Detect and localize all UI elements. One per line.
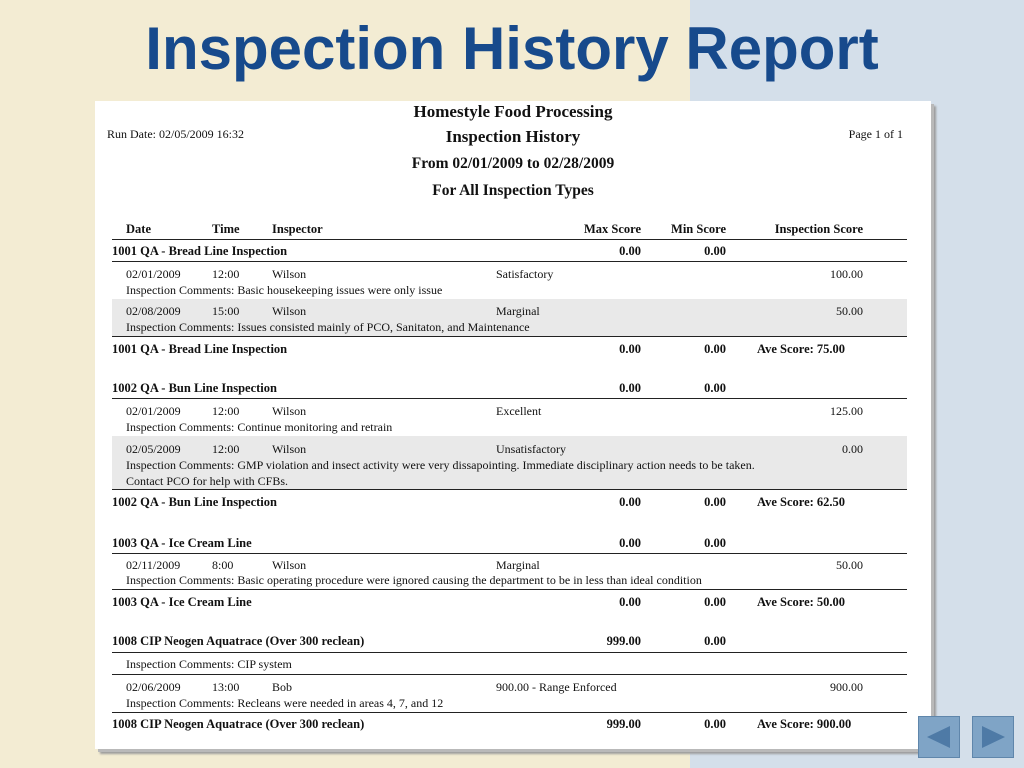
- group-header-name: 1003 QA - Ice Cream Line: [112, 536, 252, 550]
- group-header-name: 1008 CIP Neogen Aquatrace (Over 300 reclean): [112, 634, 365, 648]
- group-footer-name: 1008 CIP Neogen Aquatrace (Over 300 reclean): [112, 717, 365, 731]
- group-footer-name: 1001 QA - Bread Line Inspection: [112, 342, 288, 356]
- next-arrow-icon: [978, 724, 1008, 750]
- group-rule: [112, 489, 907, 490]
- group-footer-max: 0.00: [619, 595, 641, 609]
- col-inspection-score: Inspection Score: [774, 222, 863, 236]
- row-date: 02/01/2009: [126, 267, 181, 281]
- previous-slide-button[interactable]: [918, 716, 960, 758]
- group-footer-max: 0.00: [619, 495, 641, 509]
- col-max-score: Max Score: [583, 222, 641, 236]
- row-date: 02/11/2009: [126, 558, 181, 572]
- row-score: 0.00: [842, 442, 863, 456]
- company-name: Homestyle Food Processing: [413, 102, 613, 121]
- group-rule: [112, 336, 907, 337]
- group-rule: [112, 398, 907, 399]
- group-footer-name: 1002 QA - Bun Line Inspection: [112, 495, 277, 509]
- group-header-max: 0.00: [619, 536, 641, 550]
- group-footer-min: 0.00: [704, 717, 726, 731]
- col-inspector: Inspector: [272, 222, 323, 236]
- row-result: Marginal: [496, 304, 540, 318]
- group-header-name: 1001 QA - Bread Line Inspection: [112, 244, 288, 258]
- prev-arrow-icon: [924, 724, 954, 750]
- row-comments: Inspection Comments: Basic operating procedure were ignored causing the department to be in less than ideal condition: [126, 573, 702, 587]
- row-comments: Inspection Comments: GMP violation and insect activity were very dissapointing. Immediate disciplinary action needs to be taken.: [126, 458, 755, 472]
- group-header-min: 0.00: [704, 244, 726, 258]
- group-average: Ave Score: 62.50: [757, 495, 846, 509]
- group-average: Ave Score: 75.00: [757, 342, 846, 356]
- row-time: 8:00: [212, 558, 234, 572]
- row-inspector: Wilson: [272, 404, 307, 418]
- col-min-score: Min Score: [671, 222, 726, 236]
- row-score: 50.00: [836, 304, 863, 318]
- run-date: Run Date: 02/05/2009 16:32: [107, 127, 244, 141]
- row-inspector: Wilson: [272, 442, 307, 456]
- row-inspector: Wilson: [272, 304, 307, 318]
- row-result: Satisfactory: [496, 267, 554, 281]
- group-footer-min: 0.00: [704, 495, 726, 509]
- inspection-types: For All Inspection Types: [432, 182, 594, 199]
- group-header-max: 0.00: [619, 381, 641, 395]
- group-rule: [112, 712, 907, 713]
- group-footer-min: 0.00: [704, 595, 726, 609]
- row-time: 12:00: [212, 404, 240, 418]
- row-date: 02/06/2009: [126, 680, 181, 694]
- row-result: Excellent: [496, 404, 542, 418]
- next-slide-button[interactable]: [972, 716, 1014, 758]
- row-score: 50.00: [836, 558, 863, 572]
- group-header-max: 999.00: [606, 634, 641, 648]
- slide-title: Inspection History Report: [145, 15, 879, 82]
- row-date: 02/01/2009: [126, 404, 181, 418]
- col-time: Time: [212, 222, 240, 236]
- group-average: Ave Score: 50.00: [757, 595, 846, 609]
- report-name: Inspection History: [445, 127, 581, 146]
- group-rule: [112, 553, 907, 554]
- row-inspector: Wilson: [272, 267, 307, 281]
- group-average: Ave Score: 900.00: [757, 717, 852, 731]
- row-comments-continued: Contact PCO for help with CFBs.: [126, 474, 289, 488]
- group-comment: Inspection Comments: CIP system: [126, 657, 292, 671]
- row-time: 13:00: [212, 680, 240, 694]
- group-footer-min: 0.00: [704, 342, 726, 356]
- group-rule: [112, 652, 907, 653]
- group-footer-name: 1003 QA - Ice Cream Line: [112, 595, 252, 609]
- row-date: 02/05/2009: [126, 442, 181, 456]
- row-time: 12:00: [212, 442, 240, 456]
- page-number: Page 1 of 1: [848, 127, 903, 141]
- col-date: Date: [126, 222, 151, 236]
- row-result: 900.00 - Range Enforced: [496, 680, 617, 694]
- group-header-name: 1002 QA - Bun Line Inspection: [112, 381, 277, 395]
- group-rule: [112, 261, 907, 262]
- row-result: Unsatisfactory: [496, 442, 566, 456]
- header-rule: [112, 239, 907, 240]
- date-range: From 02/01/2009 to 02/28/2009: [411, 155, 615, 172]
- row-score: 900.00: [830, 680, 863, 694]
- group-footer-max: 0.00: [619, 342, 641, 356]
- group-rule: [112, 589, 907, 590]
- group-footer-max: 999.00: [606, 717, 641, 731]
- group-header-min: 0.00: [704, 634, 726, 648]
- row-time: 12:00: [212, 267, 240, 281]
- row-inspector: Wilson: [272, 558, 307, 572]
- report-sheet: [95, 101, 931, 749]
- row-result: Marginal: [496, 558, 540, 572]
- row-comments: Inspection Comments: Recleans were needed in areas 4, 7, and 12: [126, 696, 444, 710]
- group-header-min: 0.00: [704, 381, 726, 395]
- row-time: 15:00: [212, 304, 240, 318]
- row-score: 125.00: [830, 404, 863, 418]
- group-header-max: 0.00: [619, 244, 641, 258]
- row-date: 02/08/2009: [126, 304, 181, 318]
- row-comments: Inspection Comments: Issues consisted mainly of PCO, Sanitaton, and Maintenance: [126, 320, 530, 334]
- row-comments: Inspection Comments: Continue monitoring and retrain: [126, 420, 393, 434]
- group-header-min: 0.00: [704, 536, 726, 550]
- row-score: 100.00: [830, 267, 863, 281]
- group-rule: [112, 674, 907, 675]
- row-comments: Inspection Comments: Basic housekeeping issues were only issue: [126, 283, 443, 297]
- row-inspector: Bob: [272, 680, 293, 694]
